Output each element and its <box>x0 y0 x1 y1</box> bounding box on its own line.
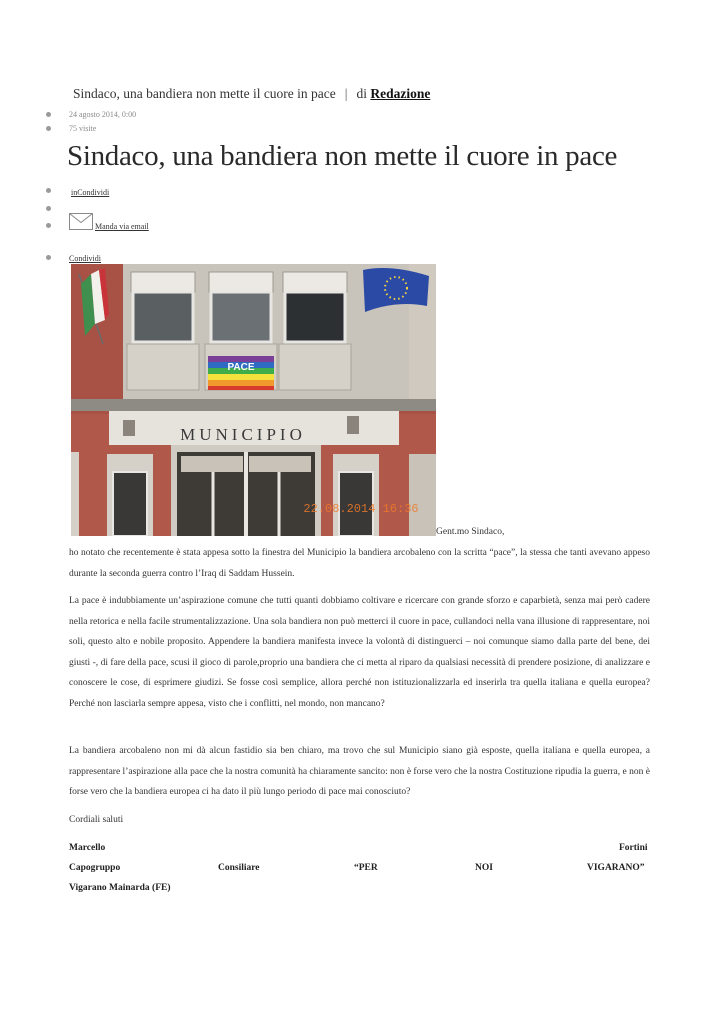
peace-flag-text: PACE <box>227 362 255 373</box>
post-date: 24 agosto 2014, 0:00 <box>69 110 137 119</box>
peace-flag <box>208 356 274 390</box>
email-icon[interactable] <box>69 213 93 230</box>
bullet-icon <box>46 188 51 193</box>
author-link[interactable]: Redazione <box>370 86 431 101</box>
signature-first-name: Marcello <box>69 843 106 853</box>
municipio-photo <box>71 264 436 536</box>
letter-closing: Cordiali saluti <box>69 815 124 825</box>
view-count: 75 visite <box>69 124 97 133</box>
page-title: Sindaco, una bandiera non mette il cuore in pace <box>67 140 618 172</box>
bullet-icon <box>46 126 51 131</box>
header-by: di <box>356 86 367 101</box>
photo-timestamp: 22.08.2014 16:36 <box>303 502 419 516</box>
signature-place: Vigarano Mainarda (FE) <box>69 883 171 893</box>
signature-last-name: Fortini <box>619 843 648 853</box>
linkedin-share-link[interactable]: inCondividi <box>71 188 110 197</box>
building-sign: MUNICIPIO <box>180 425 306 444</box>
share-link[interactable]: Condividi <box>69 254 102 263</box>
article-header <box>73 86 430 102</box>
bullet-icon <box>46 206 51 211</box>
bullet-icon <box>46 112 51 117</box>
letter-paragraph: ho notato che recentemente è stata appesa sotto la finestra del Municipio la bandiera arcobaleno con la scritta “pace”, la stessa che tanti avevano appeso durante la seconda guerra contro l’Iraq di Saddam Hussein. <box>69 548 650 579</box>
signature-role-2: Consiliare <box>218 863 260 873</box>
signature-group-2: NOI <box>475 863 493 873</box>
letter-paragraph: La pace è indubbiamente un’aspirazione comune che tutti quanti dobbiamo coltivare e ricercare con grande sforzo e caparbietà, senza mai però cadere nella retorica e nella facile strumentalizzazione. Una sola bandiera non può metterci il cuore in pace, cullandoci nella vana illusione di rappresentare, noi soli, questo alto e nobile proposito. Appendere la bandiera manifesta invece la volontà di distinguerci – noi comunque siamo dalla parte del bene, dei giusti -, di fare della pace, scusi il gioco di parole,proprio una bandiera che ci metta al riparo da qualsiasi necessità di prendere posizione, di analizzare e conoscere le cose, di esprimere giudizi. Se fosse così semplice, allora perché non istituzionalizzarla ed inserirla tra quella italiana e quella europea? Perché non lasciarla sempre appesa, visto che i conflitti, nel mondo, non mancano? <box>69 596 650 709</box>
header-title: Sindaco, una bandiera non mette il cuore in pace <box>73 86 336 101</box>
signature-role-1: Capogruppo <box>69 863 121 873</box>
header-separator: | <box>344 86 348 101</box>
signature-group-1: “PER <box>354 863 378 873</box>
letter-greeting: Gent.mo Sindaco, <box>436 527 505 537</box>
email-share-link[interactable]: Manda via email <box>95 222 149 231</box>
signature-group-3: VIGARANO” <box>587 863 645 873</box>
letter-paragraph: La bandiera arcobaleno non mi dà alcun fastidio sia ben chiaro, ma trovo che sul Municipio siano già esposte, quella italiana e quella europea, a rappresentare l’aspirazione alla pace che la nostra comunità ha chiaramente sancito: non è forse vero che la nostra Costituzione ripudia la guerra, e non è forse vero che la bandiera europea ci ha dato il più lungo periodo di pace mai conosciuto? <box>69 746 650 797</box>
bullet-icon <box>46 255 51 260</box>
bullet-icon <box>46 223 51 228</box>
